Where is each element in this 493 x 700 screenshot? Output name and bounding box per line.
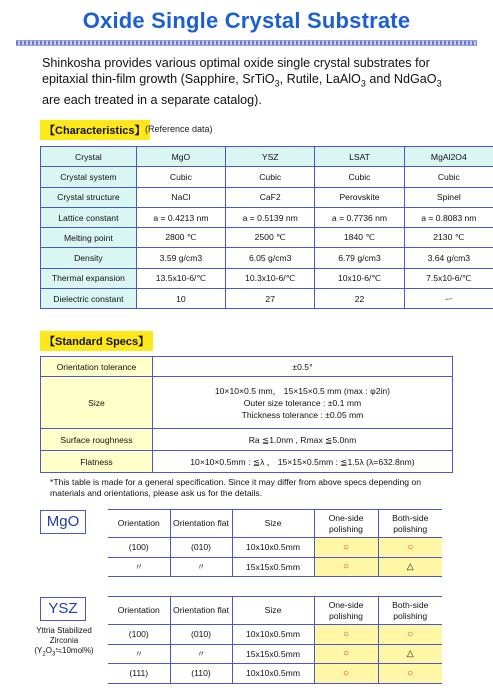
available-circle-icon: ○ <box>342 667 350 679</box>
table-cell <box>152 357 452 377</box>
row-label: Orientation tolerance <box>41 357 153 377</box>
material-label-mgo: MgO <box>40 510 86 534</box>
polishing-availability-cell <box>314 644 378 664</box>
polishing-availability-cell <box>378 644 442 664</box>
table-cell <box>152 429 452 451</box>
polishing-availability-cell <box>314 557 378 577</box>
table-cell: 15x15x0.5mm <box>232 644 314 664</box>
available-circle-icon: ○ <box>342 648 350 660</box>
reference-data-note: (Reference data) <box>145 124 213 134</box>
table-cell: (010) <box>170 625 232 645</box>
table-cell: Cubic <box>226 167 315 187</box>
table-row <box>41 377 453 429</box>
polishing-availability-cell <box>378 664 442 684</box>
table-row <box>41 268 493 288</box>
table-cell <box>152 451 452 473</box>
table-cell: (111) <box>108 664 170 684</box>
column-header: One-side polishing <box>314 597 378 625</box>
ysz-subtitle-line3: $(Y_2O_3≒10mol\%)$ <box>34 646 94 658</box>
spec-line: 10×10×0.5mm : ≦λ ， 15×15×0.5mm : ≦1.5λ (λ=632.8nm) <box>190 456 415 467</box>
table-cell: 10x10x0.5mm <box>232 538 314 558</box>
column-header: Both-side polishing <box>378 597 442 625</box>
table-cell: 〃 <box>108 557 170 577</box>
ysz-subtitle-line2: Zirconia <box>49 636 79 645</box>
table-cell <box>152 377 452 429</box>
polishing-availability-cell <box>378 538 442 558</box>
table-cell: 10.3x10-6/℃ <box>226 268 315 288</box>
table-header-row <box>108 597 442 625</box>
row-label: Lattice constant <box>41 207 137 227</box>
row-label: Crystal system <box>41 167 137 187</box>
table-row <box>41 167 493 187</box>
available-circle-icon: ○ <box>407 667 414 679</box>
table-cell: MgO <box>136 147 225 167</box>
column-header: Size <box>232 597 314 625</box>
table-cell: 3.59 g/cm3 <box>136 248 225 268</box>
table-row <box>108 644 442 664</box>
column-header: Orientation flat <box>170 510 232 538</box>
spec-line: ±0.5° <box>292 361 313 372</box>
material-label-ysz: YSZ <box>40 597 86 621</box>
table-cell: 10x10x0.5mm <box>232 625 314 645</box>
table-cell: 3.64 g/cm3 <box>404 248 493 268</box>
spec-line: Ra ≦1.0nm , Rmax ≦5.0nm <box>248 434 357 445</box>
table-cell: a = 0.4213 nm <box>136 207 225 227</box>
table-cell: 10 <box>136 289 225 309</box>
column-header: Orientation <box>108 510 170 538</box>
available-circle-icon: ○ <box>407 541 414 553</box>
spec-line: Outer size tolerance : ±0.1 mm <box>243 397 362 408</box>
title-rule <box>16 40 477 46</box>
table-row <box>41 228 493 248</box>
spec-line: Thickness tolerance : ±0.05 mm <box>241 409 364 420</box>
table-row <box>41 289 493 309</box>
table-cell: a = 0.8083 nm <box>404 207 493 227</box>
intro-paragraph: Shinkosha provides various optimal oxide single crystal substrates for epitaxial thin-film growth (Sapphire, SrTiO$_3$, Rutile, LaAlO$_3$ and NdGaO$_3$ are each treated in a separate catalog). <box>42 56 442 107</box>
table-cell: 15x15x0.5mm <box>232 557 314 577</box>
polishing-availability-cell <box>314 664 378 684</box>
table-cell: 22 <box>315 289 404 309</box>
available-circle-icon: ○ <box>342 628 350 640</box>
table-cell: 7.5x10-6/℃ <box>404 268 493 288</box>
table-cell: 10x10x0.5mm <box>232 664 314 684</box>
column-header: Both-side polishing <box>378 510 442 538</box>
table-cell: 6.05 g/cm3 <box>226 248 315 268</box>
table-cell: a = 0.7736 nm <box>315 207 404 227</box>
characteristics-table <box>40 146 493 309</box>
footnote: *This table is made for a general specification. Since it may differ from above specs depending on materials and orientations, please ask us for the details. <box>50 477 422 498</box>
limited-triangle-icon: △ <box>406 648 414 659</box>
table-cell: Cubic <box>136 167 225 187</box>
table-cell: Perovskite <box>315 187 404 207</box>
mgo-product-table <box>108 509 442 577</box>
available-circle-icon: ○ <box>407 628 414 640</box>
table-header-row <box>41 147 493 167</box>
table-cell: 10x10-6/℃ <box>315 268 404 288</box>
table-row <box>108 557 442 577</box>
ysz-product-table <box>108 596 442 684</box>
spec-line: 10×10×0.5 mm， 15×15×0.5 mm (max : φ2in) <box>214 385 391 396</box>
row-label: Surface roughness <box>41 429 153 451</box>
polishing-availability-cell <box>314 625 378 645</box>
column-header: Size <box>232 510 314 538</box>
table-cell: 2130 ℃ <box>404 228 493 248</box>
table-row <box>41 248 493 268</box>
limited-triangle-icon: △ <box>406 561 414 572</box>
table-cell: 2800 ℃ <box>136 228 225 248</box>
table-cell: Cubic <box>404 167 493 187</box>
table-cell: Cubic <box>315 167 404 187</box>
table-cell: LSAT <box>315 147 404 167</box>
table-cell: 2500 ℃ <box>226 228 315 248</box>
characteristics-tag: 【Characteristics】 <box>40 120 150 140</box>
table-cell: ー <box>404 289 493 309</box>
row-label: Dielectric constant <box>41 289 137 309</box>
row-label: Flatness <box>41 451 153 473</box>
table-row <box>108 625 442 645</box>
polishing-availability-cell <box>314 538 378 558</box>
row-label: Melting point <box>41 228 137 248</box>
standard-specs-tag: 【Standard Specs】 <box>40 331 153 351</box>
table-cell: CaF2 <box>226 187 315 207</box>
row-label: Thermal expansion <box>41 268 137 288</box>
table-cell: a = 0.5139 nm <box>226 207 315 227</box>
row-label: Crystal <box>41 147 137 167</box>
table-cell: (100) <box>108 538 170 558</box>
row-label: Density <box>41 248 137 268</box>
table-cell: 6.79 g/cm3 <box>315 248 404 268</box>
ysz-subtitle <box>30 626 98 660</box>
table-header-row <box>108 510 442 538</box>
row-label: Size <box>41 377 153 429</box>
table-cell: (110) <box>170 664 232 684</box>
column-header: Orientation <box>108 597 170 625</box>
row-label: Crystal structure <box>41 187 137 207</box>
table-cell: 27 <box>226 289 315 309</box>
table-row <box>41 357 453 377</box>
table-row <box>41 187 493 207</box>
table-cell: 〃 <box>170 644 232 664</box>
polishing-availability-cell <box>378 557 442 577</box>
column-header: One-side polishing <box>314 510 378 538</box>
table-cell: NaCl <box>136 187 225 207</box>
table-cell: Spinel <box>404 187 493 207</box>
table-cell: 〃 <box>108 644 170 664</box>
standard-specs-table <box>40 356 453 473</box>
table-row <box>41 207 493 227</box>
table-row <box>41 451 453 473</box>
available-circle-icon: ○ <box>342 541 350 553</box>
available-circle-icon: ○ <box>342 561 350 573</box>
table-row <box>108 664 442 684</box>
table-cell: (100) <box>108 625 170 645</box>
table-cell: 〃 <box>170 557 232 577</box>
table-cell: (010) <box>170 538 232 558</box>
table-cell: 1840 ℃ <box>315 228 404 248</box>
page-title: Oxide Single Crystal Substrate <box>82 8 411 33</box>
column-header: Orientation flat <box>170 597 232 625</box>
ysz-subtitle-line1: Yttria Stabilized <box>36 626 92 635</box>
table-row <box>108 538 442 558</box>
table-cell: 13.5x10-6/℃ <box>136 268 225 288</box>
table-cell: MgAl2O4 <box>404 147 493 167</box>
polishing-availability-cell <box>378 625 442 645</box>
table-row <box>41 429 453 451</box>
table-cell: YSZ <box>226 147 315 167</box>
